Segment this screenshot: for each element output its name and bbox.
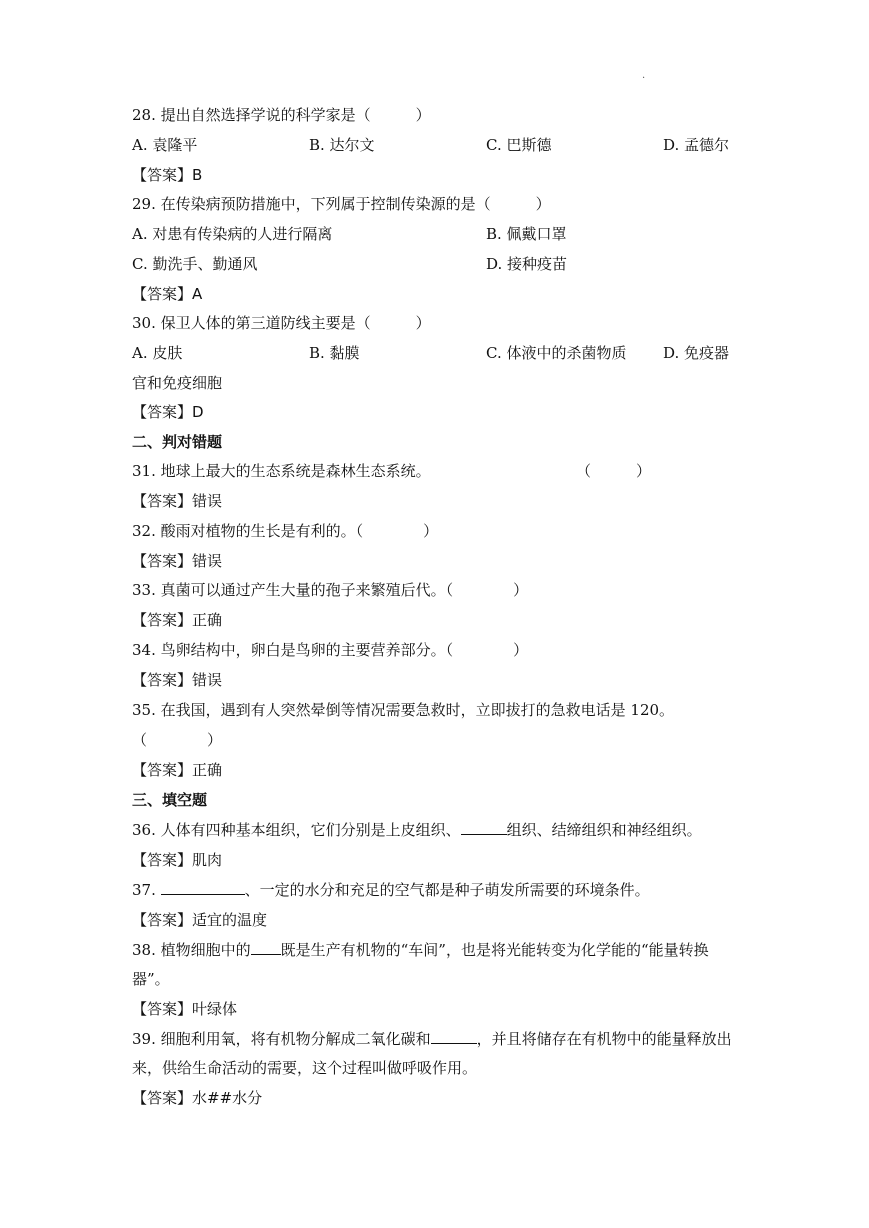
q38-blank[interactable]: [251, 940, 281, 955]
q28-option-c: C. 巴斯德: [486, 136, 552, 154]
q28-option-a: A. 袁隆平: [132, 136, 198, 154]
q37-answer: 【答案】适宜的温度: [132, 911, 268, 929]
q38-answer: 【答案】叶绿体: [132, 1000, 238, 1018]
q38-stem-continued: 器”。: [132, 970, 170, 988]
q34-stem: 34. 鸟卵结构中，卵白是鸟卵的主要营养部分。（ ）: [132, 641, 529, 659]
header-mark: .: [642, 70, 646, 81]
q37-stem-post: 、一定的水分和充足的空气都是种子萌发所需要的环境条件。: [244, 881, 650, 899]
q28-option-d: D. 孟德尔: [663, 136, 730, 154]
q38-stem-post: 既是生产有机物的“车间”，也是将光能转变为化学能的“能量转换: [280, 941, 709, 959]
q39-stem-post: ，并且将储存在有机物中的能量释放出: [476, 1030, 732, 1048]
q35-stem: 35. 在我国，遇到有人突然晕倒等情况需要急救时，立即拔打的急救电话是 120。: [132, 701, 675, 719]
q33-stem: 33. 真菌可以通过产生大量的孢子来繁殖后代。（ ）: [132, 581, 529, 599]
q37-stem: [132, 880, 650, 900]
q32-answer: 【答案】错误: [132, 552, 223, 570]
q31-answer: 【答案】错误: [132, 492, 223, 510]
q35-paren: （ ）: [132, 731, 223, 749]
q31-stem: 31. 地球上最大的生态系统是森林生态系统。: [132, 462, 431, 480]
q35-answer: 【答案】正确: [132, 761, 223, 779]
q31-paren: （ ）: [576, 462, 652, 480]
q37-blank[interactable]: [161, 880, 245, 895]
q36-blank[interactable]: [461, 820, 507, 835]
q36-answer: 【答案】肌肉: [132, 851, 223, 869]
q39-blank[interactable]: [431, 1029, 477, 1044]
q28-answer: 【答案】B: [132, 166, 203, 184]
q38-stem: [132, 940, 709, 960]
q28-option-b: B. 达尔文: [309, 136, 375, 154]
q36-stem-post: 组织、结缔组织和神经组织。: [506, 821, 702, 839]
section-3-heading: 三、填空题: [132, 791, 208, 809]
q37-stem-pre: 37.: [132, 881, 161, 899]
q39-stem-continued: 来，供给生命活动的需要，这个过程叫做呼吸作用。: [132, 1059, 478, 1077]
q39-stem-pre: 39. 细胞利用氧，将有机物分解成二氧化碳和: [132, 1030, 431, 1048]
q29-stem: 29. 在传染病预防措施中，下列属于控制传染源的是（ ）: [132, 195, 551, 213]
q28-stem: 28. 提出自然选择学说的科学家是（ ）: [132, 106, 431, 124]
q30-stem: 30. 保卫人体的第三道防线主要是（ ）: [132, 314, 431, 332]
q32-stem: 32. 酸雨对植物的生长是有利的。（ ）: [132, 522, 439, 540]
q39-stem: [132, 1029, 732, 1049]
q29-option-a: A. 对患有传染病的人进行隔离: [132, 225, 333, 243]
q30-option-d-continued: 官和免疫细胞: [132, 374, 223, 392]
q29-answer: 【答案】A: [132, 285, 203, 303]
q30-option-d: D. 免疫器: [663, 344, 730, 362]
q29-option-c: C. 勤洗手、勤通风: [132, 255, 258, 273]
q30-answer: 【答案】D: [132, 403, 204, 421]
q29-option-b: B. 佩戴口罩: [486, 225, 567, 243]
q39-answer: 【答案】水##水分: [132, 1089, 263, 1107]
q38-stem-pre: 38. 植物细胞中的: [132, 941, 251, 959]
section-2-heading: 二、判对错题: [132, 433, 223, 451]
q36-stem-pre: 36. 人体有四种基本组织，它们分别是上皮组织、: [132, 821, 461, 839]
q30-option-c: C. 体液中的杀菌物质: [486, 344, 627, 362]
q36-stem: [132, 820, 702, 840]
q30-option-a: A. 皮肤: [132, 344, 183, 362]
q30-option-b: B. 黏膜: [309, 344, 360, 362]
q29-option-d: D. 接种疫苗: [486, 255, 568, 273]
q34-answer: 【答案】错误: [132, 671, 223, 689]
q33-answer: 【答案】正确: [132, 611, 223, 629]
